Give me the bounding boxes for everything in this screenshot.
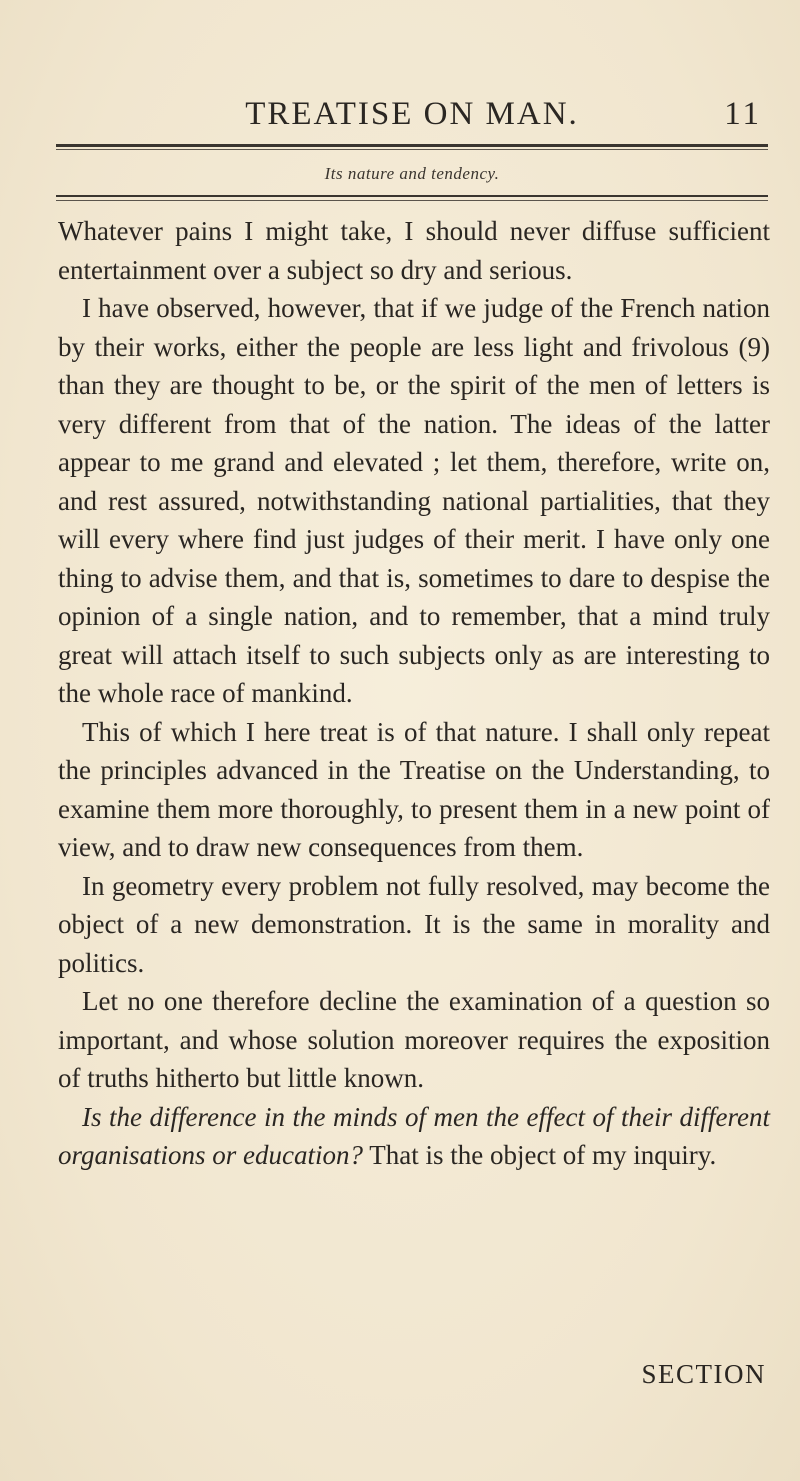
paragraph-remainder: That is the object of my inquiry. xyxy=(363,1140,717,1170)
header-rule-thin xyxy=(56,149,768,150)
paragraph: This of which I here treat is of that nature. I shall only repeat the principles advanced in the Treatise on the Understanding, to examine them more thoroughly, to present them in a new point of view, and to draw new consequences from them. xyxy=(58,716,770,862)
running-head xyxy=(56,88,768,140)
page-number: 11 xyxy=(724,96,762,132)
paragraph: In geometry every problem not fully resolved, may become the object of a new demonstration. It is the same in morality and politics. xyxy=(58,870,770,978)
body-text xyxy=(58,212,770,1175)
paragraph-final xyxy=(58,1098,770,1175)
paragraph: Whatever pains I might take, I should never diffuse sufficient entertainment over a subject so dry and serious. xyxy=(58,216,770,285)
paragraph: I have observed, however, that if we judge of the French nation by their works, either the people are less light and frivolous (9) than they are thought to be, or the spirit of the men of letters is very different from that of the nation. The ideas of the latter appear to me grand and elevated ; let them, therefore, write on, and rest assured, notwithstanding national partialities, that they will every where find just judges of their merit. I have only one thing to advise them, and that is, sometimes to dare to despise the opinion of a single nation, and to remember, that a mind truly great will attach itself to such subjects only as are interesting to the whole race of mankind. xyxy=(58,293,770,708)
paragraph: Let no one therefore decline the examination of a question so important, and whose solution moreover requires the exposition of truths hitherto but little known. xyxy=(58,986,770,1093)
italic-question: Is the difference in the minds of men the effect of their different organisations or education? xyxy=(58,1101,770,1170)
catchword: SECTION xyxy=(641,1359,766,1389)
page-title: TREATISE ON MAN. xyxy=(245,96,579,132)
subtitle-rule-thin xyxy=(56,200,768,201)
header-rule-thick xyxy=(56,144,768,147)
section-subtitle: Its nature and tendency. xyxy=(324,164,500,183)
subtitle-rule-thick xyxy=(56,195,768,197)
